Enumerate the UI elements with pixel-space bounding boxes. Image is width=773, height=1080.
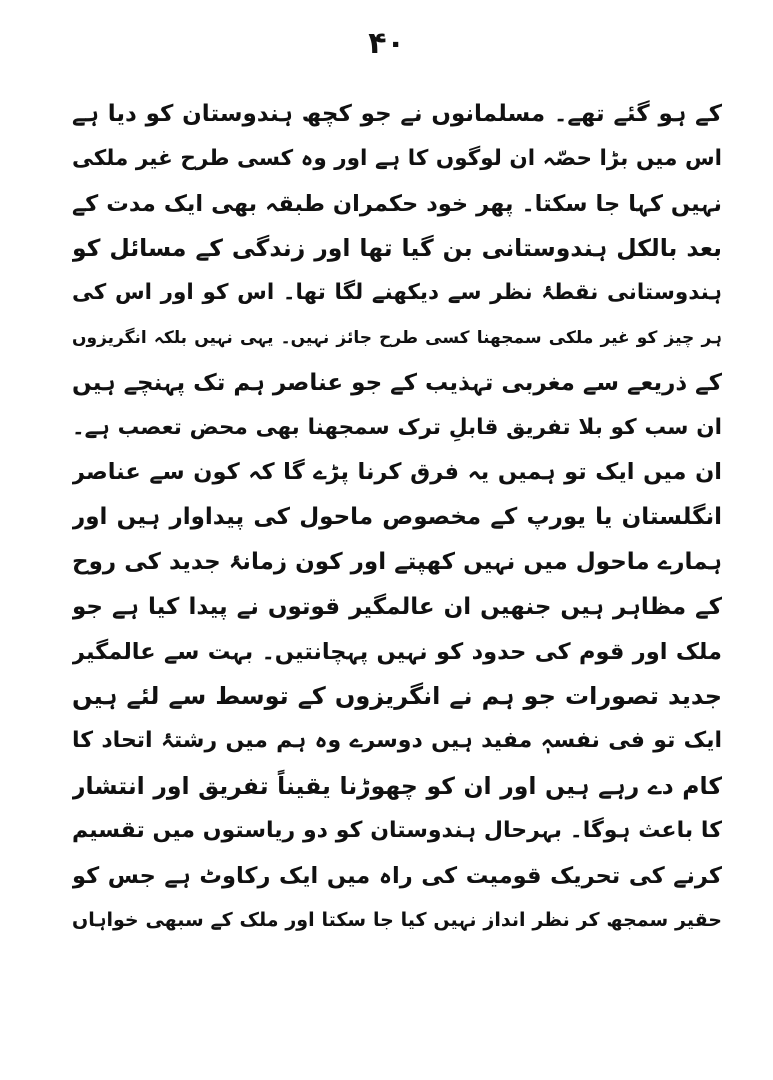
text-line: ان میں ایک تو ہمیں یہ فرق کرنا پڑے گا کہ کون سے عناصر <box>72 459 722 486</box>
text-line: کے ذریعے سے مغربی تہذیب کے جو عناصر ہم تک پہنچے ہیں <box>72 369 722 396</box>
text-line: ایک تو فی نفسہٖ مفید ہیں دوسرے وہ ہم میں رشتۂ اتحاد کا <box>72 728 722 754</box>
text-line: جدید تصورات جو ہم نے انگریزوں کے توسط سے لئے ہیں <box>72 682 722 711</box>
text-line: کا باعث ہوگا۔ بہرحال ہندوستان کو دو ریاستوں میں تقسیم <box>72 817 722 843</box>
text-line: ملک اور قوم کی حدود کو نہیں پہچانتیں۔ بہت سے عالمگیر <box>72 638 722 665</box>
text-line: انگلستان یا یورپ کے مخصوص ماحول کی پیداوار ہیں اور <box>72 504 722 531</box>
text-line: کام دے رہے ہیں اور ان کو چھوڑنا یقیناً تفریق اور انتشار <box>72 771 722 800</box>
text-line: ہمارے ماحول میں نہیں کھپتے اور کون زمانۂ جدید کی روح <box>72 548 722 575</box>
text-line: بعد بالکل ہندوستانی بن گیا تھا اور زندگی کے مسائل کو <box>72 234 722 263</box>
text-line: نہیں کہا جا سکتا۔ پھر خود حکمران طبقہ بھی ایک مدت کے <box>72 190 722 217</box>
text-line: کے مظاہر ہیں جنھیں ان عالمگیر قوتوں نے پیدا کیا ہے جو <box>72 593 722 620</box>
text-line: ہندوستانی نقطۂ نظر سے دیکھنے لگا تھا۔ اس کو اور اس کی <box>72 280 722 306</box>
text-line: کے ہو گئے تھے۔ مسلمانوں نے جو کچھ ہندوستان کو دیا ہے <box>72 101 722 127</box>
text-line: حقیر سمجھ کر نظر انداز نہیں کیا جا سکتا اور ملک کے سبھی خواہاں <box>72 909 722 932</box>
text-line: ان سب کو بلا تفریق قابلِ ترک سمجھنا بھی محض تعصب ہے۔ <box>72 414 722 440</box>
text-line: اس میں بڑا حصّہ ان لوگوں کا ہے اور وہ کسی طرح غیر ملکی <box>72 145 722 171</box>
body-text <box>72 92 722 943</box>
text-line: کرنے کی تحریک قومیت کی راہ میں ایک رکاوٹ ہے جس کو <box>72 862 722 889</box>
text-line: ہر چیز کو غیر ملکی سمجھنا کسی طرح جائز نہیں۔ یہی نہیں بلکہ انگریزوں <box>72 327 722 348</box>
page-number: ۴۰ <box>368 26 405 61</box>
